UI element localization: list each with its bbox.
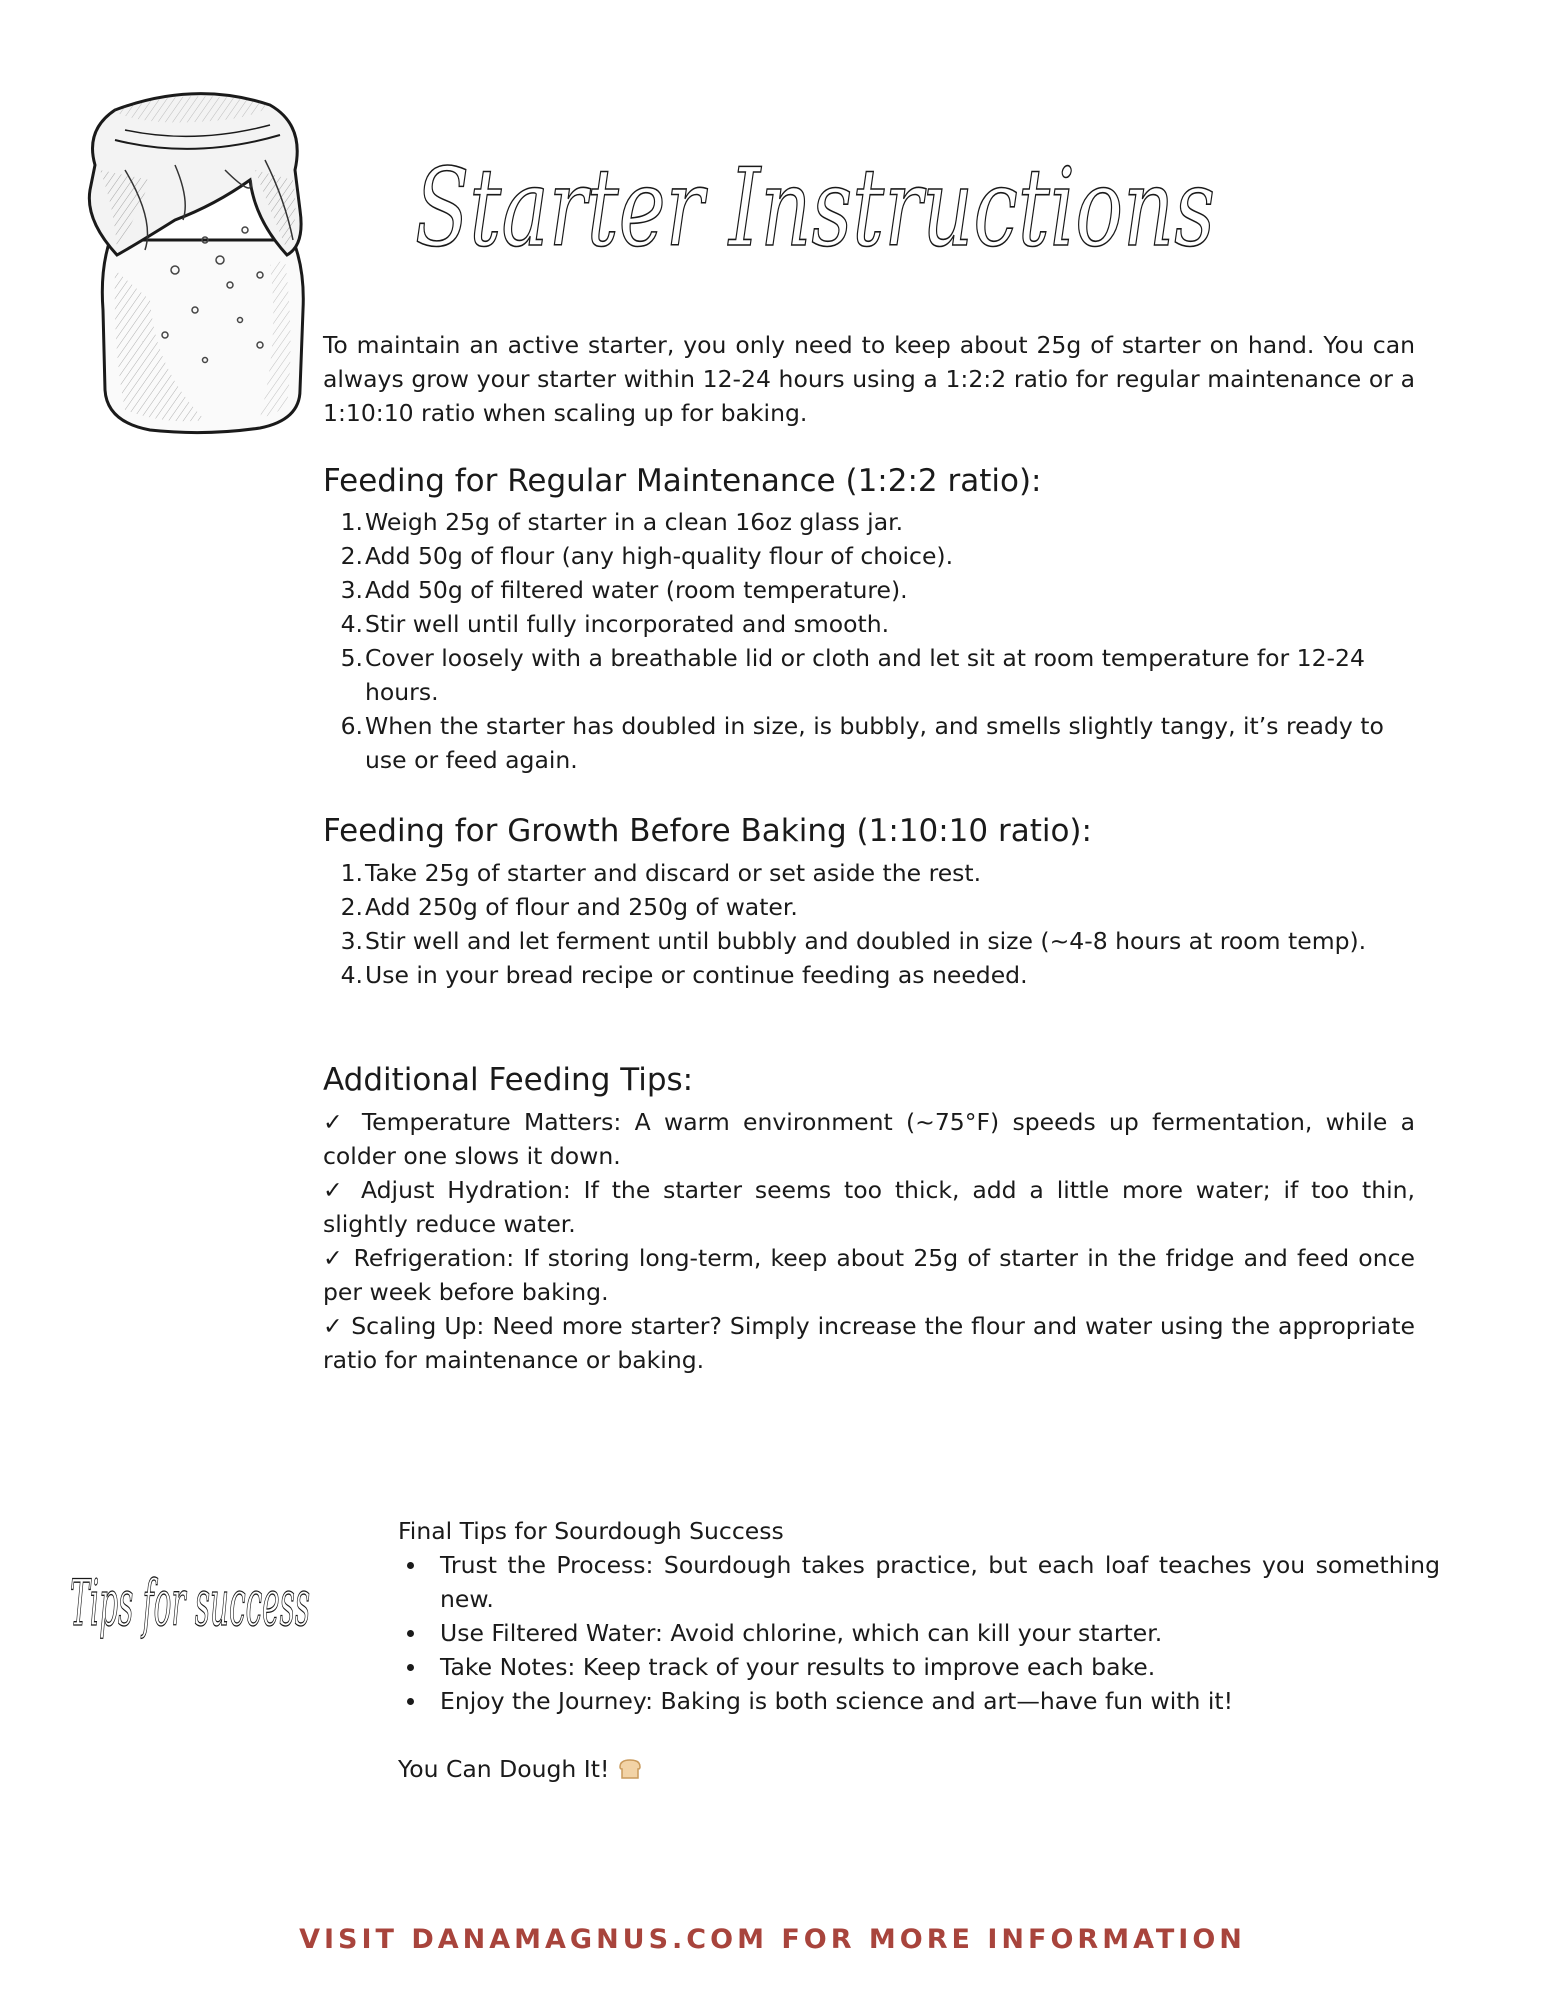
list-item: 3. Add 50g of filtered water (room temperature). [340,576,908,604]
intro-paragraph: To maintain an active starter, you only need to keep about 25g of starter on hand. You can always grow your starter within 12-24 hours using a 1:2:2 ratio for regular maintenance or a 1:10:10 ratio when scaling up for baking. [323,331,1415,427]
tip-item: ✓ Temperature Matters: A warm environment (~75°F) speeds up fermentation, while a colder one slows it down. [323,1108,1415,1170]
maintenance-heading: Feeding for Regular Maintenance (1:2:2 ratio): [323,463,1042,499]
final-tips [398,1514,1440,1786]
growth-heading: Feeding for Growth Before Baking (1:10:10 ratio): [323,813,1092,849]
growth-steps [323,856,1415,992]
svg-text:Tips for success: Tips for success [70,1567,310,1641]
check-icon: ✓ [323,1244,345,1272]
final-tips-heading: Final Tips for Sourdough Success [398,1517,784,1545]
maintenance-steps [323,505,1415,777]
list-item: 3. Stir well and let ferment until bubbly and doubled in size (~4-8 hours at room temp). [340,927,1367,955]
list-item: 2. Add 250g of flour and 250g of water. [340,893,798,921]
bread-icon [617,1757,643,1781]
list-item: 4. Use in your bread recipe or continue feeding as needed. [340,961,1028,989]
tip-item: ✓ Scaling Up: Need more starter? Simply increase the flour and water using the appropriate ratio for maintenance or baking. [323,1312,1415,1374]
tips-for-success-script [60,1545,320,1725]
jar-illustration [55,70,330,440]
closing-line: You Can Dough It! [398,1752,1440,1786]
list-item: Enjoy the Journey: Baking is both science and art—have fun with it! [398,1684,1440,1718]
list-item: 5. Cover loosely with a breathable lid or cloth and let sit at room temperature for 12-24 hours. [340,644,1365,706]
footer-link[interactable]: VISIT DANAMAGNUS.COM FOR MORE INFORMATION [299,1924,1246,1955]
list-item: Take Notes: Keep track of your results to improve each bake. [398,1650,1440,1684]
page-title [405,95,1225,295]
list-item: 6. When the starter has doubled in size, is bubbly, and smells slightly tangy, it’s ready to use or feed again. [340,712,1384,774]
check-icon: ✓ [323,1312,344,1340]
check-icon: ✓ [323,1176,349,1204]
tip-item: ✓ Refrigeration: If storing long-term, keep about 25g of starter in the fridge and feed once per week before baking. [323,1244,1415,1306]
page-title-text: Starter Instructions [415,146,1215,271]
additional-tips-heading: Additional Feeding Tips: [323,1062,694,1098]
tip-item: ✓ Adjust Hydration: If the starter seems too thick, add a little more water; if too thin, slightly reduce water. [323,1176,1415,1238]
list-item: 1. Weigh 25g of starter in a clean 16oz glass jar. [340,508,904,536]
list-item: 4. Stir well until fully incorporated and smooth. [340,610,890,638]
additional-tips [323,1105,1415,1377]
check-icon: ✓ [323,1108,349,1136]
list-item: Trust the Process: Sourdough takes practice, but each loaf teaches you something new. [398,1548,1440,1616]
list-item: 2. Add 50g of flour (any high-quality flour of choice). [340,542,954,570]
list-item: Use Filtered Water: Avoid chlorine, which can kill your starter. [398,1616,1440,1650]
list-item: 1. Take 25g of starter and discard or set aside the rest. [340,859,982,887]
